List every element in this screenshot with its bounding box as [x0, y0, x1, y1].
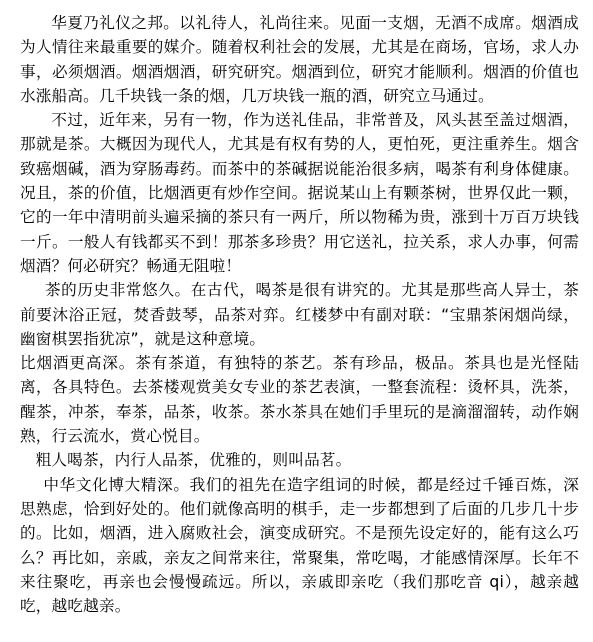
paragraph-chinese-culture: 中华文化博大精深。我们的祖先在造字组词的时候，都是经过千锤百炼，深思熟虑，恰到好处的。他们就像高明的棋手，走一步都想到了后面的几步几十步的。比如，烟酒，进入腐败社会，演变成研究。不是预先设定好的，能有这么巧么？再比如，亲戚，亲友之间常来往，常聚集，常吃喝，才能感情深厚。长年不来往聚吃，再亲也会慢慢疏远。所以，亲戚即亲吃（我们那吃音 qi），越亲越吃，越吃越亲。: [20, 475, 579, 616]
paragraph-gift-culture: 华夏乃礼仪之邦。以礼待人，礼尚往来。见面一支烟，无酒不成席。烟酒成为人情往来最重要的媒介。随着权利社会的发展，尤其是在商场，官场，求人办事，必须烟酒。烟酒烟酒，研究研究。烟酒到位，研究才能顺利。烟酒的价值也水涨船高。几千块钱一条的烟，几万块钱一瓶的酒，研究立马通过。: [20, 14, 579, 105]
paragraph-tea-art: 比烟酒更高深。茶有茶道，有独特的茶艺。茶有珍品，极品。茶具也是光怪陆离，各具特色。去茶楼观赏美女专业的茶艺表演，一整套流程：烫杯具，洗茶，醒茶，冲茶，奉茶，品茶，收茶。茶水茶具在她们手里玩的是滴溜溜转，动作娴熟，行云流水，赏心悦目。: [20, 354, 579, 446]
paragraph-tea-history: 茶的历史非常悠久。在古代，喝茶是很有讲究的。尤其是那些高人异士，茶前要沐浴正冠，焚香鼓琴，品茶对弈。红楼梦中有副对联：“宝鼎茶闲烟尚绿，幽窗棋罢指犹凉”，就是这种意境。: [20, 281, 579, 348]
paragraph-tea-drinking: 粗人喝茶，内行人品茶，优雅的，则叫品茗。: [35, 451, 352, 470]
paragraph-tea-as-gift: 不过，近年来，另有一物，作为送礼佳品，非常普及，风头甚至盖过烟酒，那就是茶。大概因为现代人，尤其是有权有势的人，更怕死，更注重养生。烟含致癌烟碱，酒为穿肠毒药。而茶中的茶碱据说能治很多病，喝茶有利身体健康。况且，茶的价值，比烟酒更有炒作空间。据说某山上有颗茶树，世界仅此一颗，它的一年中清明前头遍采摘的茶只有一两斤，所以物稀为贵，涨到十万百万块钱一斤。一般人有钱都买不到！那茶多珍贵？用它送礼，拉关系，求人办事，何需烟酒？何必研究？畅通无阻啦！: [20, 111, 579, 275]
